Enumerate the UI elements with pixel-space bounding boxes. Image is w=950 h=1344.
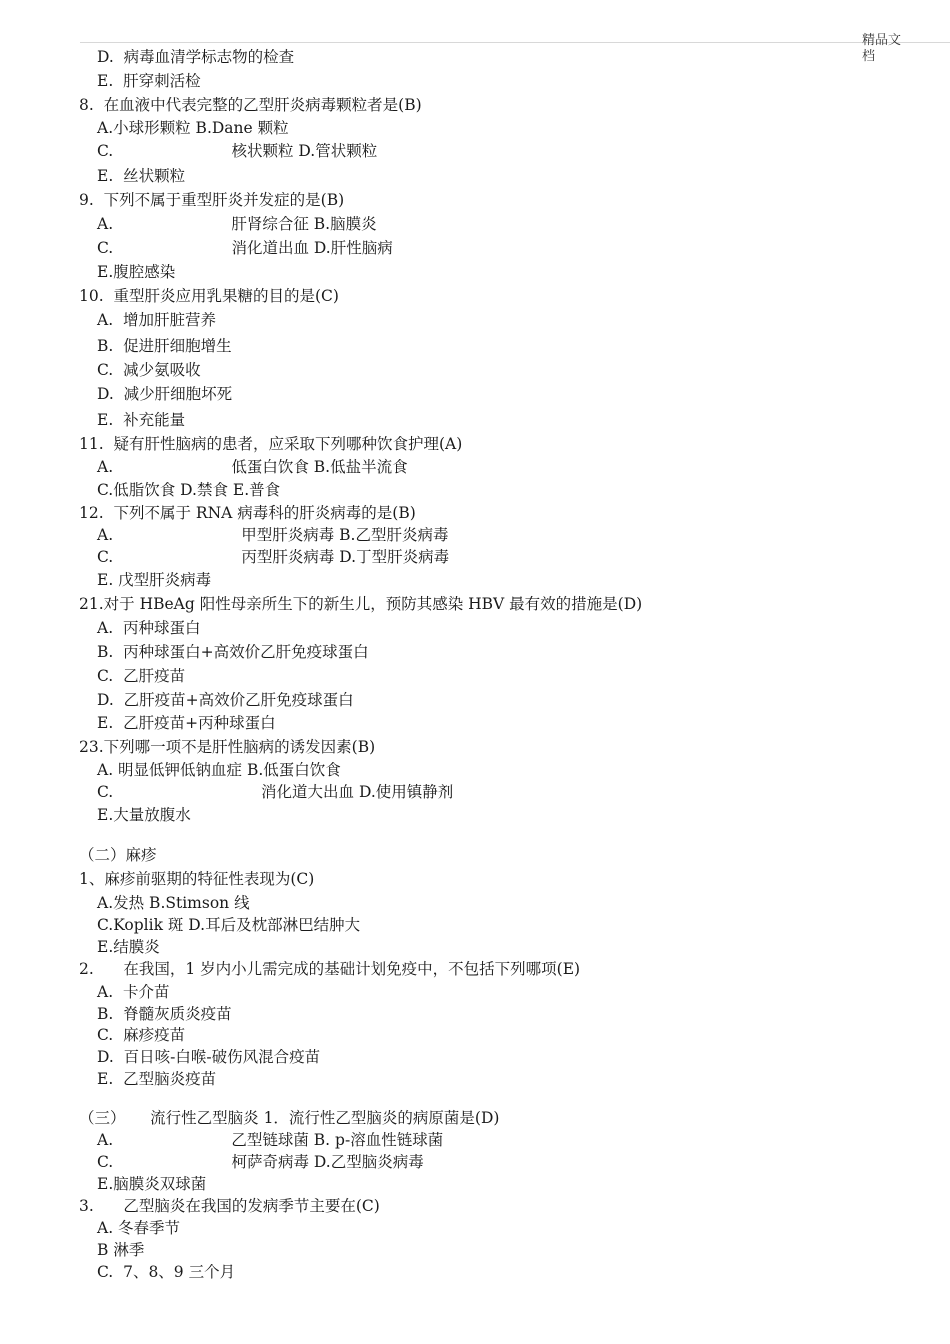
option-line: A.小球形颗粒 B.Dane 颗粒 bbox=[97, 119, 289, 137]
question-line: 10. 重型肝炎应用乳果糖的目的是(C) bbox=[79, 287, 339, 305]
option-line: D. 乙肝疫苗+高效价乙肝免疫球蛋白 bbox=[97, 691, 354, 709]
option-line: E.脑膜炎双球菌 bbox=[97, 1175, 207, 1193]
option-line: C. 乙肝疫苗 bbox=[97, 667, 186, 685]
option-line: B 淋季 bbox=[97, 1241, 145, 1259]
question-line: 21.对于 HBeAg 阳性母亲所生下的新生儿，预防其感染 HBV 最有效的措施是(D) bbox=[79, 595, 643, 613]
option-line: E. 丝状颗粒 bbox=[97, 167, 186, 185]
section-heading: （二）麻疹 bbox=[79, 846, 157, 864]
option-line: B. 丙种球蛋白+高效价乙肝免疫球蛋白 bbox=[97, 643, 369, 661]
question-line: 11. 疑有肝性脑病的患者，应采取下列哪种饮食护理(A) bbox=[79, 435, 463, 453]
option-line: E. 补充能量 bbox=[97, 411, 186, 429]
option-line: C. 柯萨奇病毒 D.乙型脑炎病毒 bbox=[97, 1153, 424, 1171]
question-line: 3. 乙型脑炎在我国的发病季节主要在(C) bbox=[79, 1197, 380, 1215]
header-note: 精品文档 bbox=[862, 33, 902, 64]
option-line: E.结膜炎 bbox=[97, 938, 160, 956]
option-line: E. 乙肝疫苗+丙种球蛋白 bbox=[97, 714, 276, 732]
option-line: C.Koplik 斑 D.耳后及枕部淋巴结肿大 bbox=[97, 916, 361, 934]
option-line: B. 促进肝细胞增生 bbox=[97, 337, 232, 355]
option-line: D. 百日咳-白喉-破伤风混合疫苗 bbox=[97, 1048, 321, 1066]
option-line: C. 核状颗粒 D.管状颗粒 bbox=[97, 142, 378, 160]
option-line: A. 低蛋白饮食 B.低盐半流食 bbox=[97, 458, 408, 476]
option-line: E. 乙型脑炎疫苗 bbox=[97, 1070, 217, 1088]
option-line: A. 冬春季节 bbox=[97, 1219, 181, 1237]
option-line: C. 丙型肝炎病毒 D.丁型肝炎病毒 bbox=[97, 548, 450, 566]
option-line: C. 减少氨吸收 bbox=[97, 361, 201, 379]
option-line: C. 消化道大出血 D.使用镇静剂 bbox=[97, 783, 454, 801]
option-line: A. 甲型肝炎病毒 B.乙型肝炎病毒 bbox=[97, 526, 449, 544]
option-line: E. 肝穿刺活检 bbox=[97, 72, 201, 90]
question-line: 9. 下列不属于重型肝炎并发症的是(B) bbox=[79, 191, 345, 209]
option-line: C.低脂饮食 D.禁食 E.普食 bbox=[97, 481, 281, 499]
option-line: C. 7、8、9 三个月 bbox=[97, 1263, 236, 1281]
option-line: A. 乙型链球菌 B. p-溶血性链球菌 bbox=[97, 1131, 444, 1149]
option-line: B. 脊髓灰质炎疫苗 bbox=[97, 1005, 232, 1023]
option-line: A.发热 B.Stimson 线 bbox=[97, 894, 250, 912]
option-line: A. 明显低钾低钠血症 B.低蛋白饮食 bbox=[97, 761, 341, 779]
section-heading: （三） 流行性乙型脑炎 1．流行性乙型脑炎的病原菌是(D) bbox=[79, 1109, 500, 1127]
question-line: 1、麻疹前驱期的特征性表现为(C) bbox=[79, 870, 315, 888]
option-line: A. 增加肝脏营养 bbox=[97, 311, 216, 329]
header-rule bbox=[80, 42, 950, 43]
option-line: E.大量放腹水 bbox=[97, 806, 191, 824]
option-line: A. 卡介苗 bbox=[97, 983, 170, 1001]
option-line: E.腹腔感染 bbox=[97, 263, 176, 281]
option-line: D. 病毒血清学标志物的检查 bbox=[97, 48, 295, 66]
option-line: A. 肝肾综合征 B.脑膜炎 bbox=[97, 215, 377, 233]
option-line: D. 减少肝细胞坏死 bbox=[97, 385, 233, 403]
option-line: E. 戊型肝炎病毒 bbox=[97, 571, 212, 589]
option-line: A. 丙种球蛋白 bbox=[97, 619, 201, 637]
question-line: 2. 在我国，1 岁内小儿需完成的基础计划免疫中，不包括下列哪项(E) bbox=[79, 960, 581, 978]
option-line: C. 麻疹疫苗 bbox=[97, 1026, 186, 1044]
question-line: 23.下列哪一项不是肝性脑病的诱发因素(B) bbox=[79, 738, 376, 756]
question-line: 8. 在血液中代表完整的乙型肝炎病毒颗粒者是(B) bbox=[79, 96, 422, 114]
question-line: 12. 下列不属于 RNA 病毒科的肝炎病毒的是(B) bbox=[79, 504, 416, 522]
option-line: C. 消化道出血 D.肝性脑病 bbox=[97, 239, 393, 257]
